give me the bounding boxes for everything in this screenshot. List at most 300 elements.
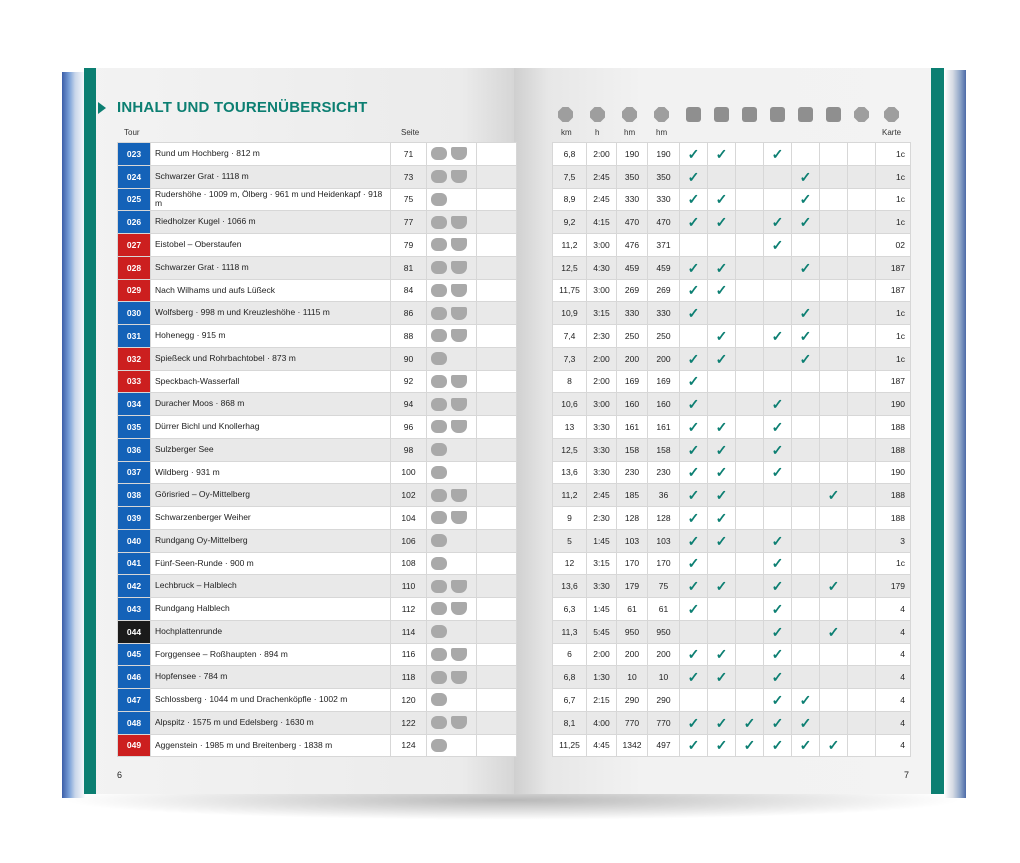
tour-page: 114 [391, 620, 427, 643]
difficulty-icon [431, 671, 447, 684]
difficulty-icon [431, 147, 447, 160]
tour-descent: 459 [648, 256, 680, 279]
tour-ascent: 330 [617, 302, 648, 325]
feature-cell [792, 575, 820, 598]
feature-cell [708, 734, 736, 757]
feature-cell [820, 666, 848, 689]
feature-cell [792, 188, 820, 211]
feature-cell [708, 188, 736, 211]
feature-cell [792, 529, 820, 552]
empty-cell [848, 370, 876, 393]
tour-row [118, 666, 911, 689]
feature-cell [792, 552, 820, 575]
empty-cell [848, 643, 876, 666]
tour-descent: 250 [648, 325, 680, 348]
empty-cell [848, 461, 876, 484]
check-icon: ✓ [771, 418, 784, 435]
header-seite: Seite [401, 128, 420, 137]
tour-row [118, 461, 911, 484]
tour-hours: 4:00 [587, 711, 617, 734]
tour-hours: 3:00 [587, 393, 617, 416]
check-icon: ✓ [743, 714, 756, 731]
feature-cell [764, 711, 792, 734]
feature-cell [792, 461, 820, 484]
feature-cell [764, 256, 792, 279]
tour-map: 179 [876, 575, 911, 598]
feature-cell [792, 484, 820, 507]
feature-cell [680, 393, 708, 416]
check-icon: ✓ [799, 714, 812, 731]
difficulty-icon [431, 238, 447, 251]
feature-cell [708, 575, 736, 598]
feature-cell [680, 529, 708, 552]
empty-cell [477, 620, 517, 643]
empty-cell [477, 507, 517, 530]
duration-icon [590, 107, 605, 122]
empty-cell [477, 234, 517, 257]
difficulty-icon [431, 216, 447, 229]
check-icon: ✓ [687, 168, 700, 185]
tour-number: 048 [118, 711, 151, 734]
tour-name: Schwarzer Grat · 1118 m [151, 256, 391, 279]
gutter-cell [517, 461, 553, 484]
tour-km: 6,8 [553, 143, 587, 166]
tour-number: 038 [118, 484, 151, 507]
feature-cell [792, 734, 820, 757]
tour-row [118, 188, 911, 211]
check-icon: ✓ [715, 578, 728, 595]
feature-cell [792, 370, 820, 393]
tour-number: 043 [118, 598, 151, 621]
tour-ascent: 169 [617, 370, 648, 393]
tour-descent: 330 [648, 188, 680, 211]
feature-cell [736, 393, 764, 416]
difficulty-icon [451, 147, 467, 160]
tour-descent: 200 [648, 347, 680, 370]
tour-map: 187 [876, 279, 911, 302]
tour-km: 7,4 [553, 325, 587, 348]
tour-ascent: 330 [617, 188, 648, 211]
check-icon: ✓ [715, 487, 728, 504]
title-arrow-icon [98, 102, 106, 114]
feature-cell [708, 529, 736, 552]
tour-descent: 103 [648, 529, 680, 552]
empty-cell [848, 438, 876, 461]
tour-page: 104 [391, 507, 427, 530]
gutter-cell [517, 711, 553, 734]
difficulty-icon [431, 625, 447, 638]
feature-cell [764, 689, 792, 712]
check-icon: ✓ [687, 145, 700, 162]
feature-cell [820, 575, 848, 598]
tour-hours: 2:00 [587, 347, 617, 370]
tour-hours: 3:30 [587, 438, 617, 461]
tour-row [118, 165, 911, 188]
tour-map: 1c [876, 347, 911, 370]
tour-name: Schlossberg · 1044 m und Drachenköpfle · 1002 m [151, 689, 391, 712]
empty-cell [477, 529, 517, 552]
difficulty-icon [451, 238, 467, 251]
empty-cell [477, 256, 517, 279]
difficulty-cell [427, 279, 477, 302]
tour-page: 92 [391, 370, 427, 393]
feature-cell [820, 598, 848, 621]
tour-number: 036 [118, 438, 151, 461]
feature-cell [736, 279, 764, 302]
tour-descent: 170 [648, 552, 680, 575]
feature-cell [764, 552, 792, 575]
tour-number: 025 [118, 188, 151, 211]
feature-cell [680, 438, 708, 461]
difficulty-icon [431, 557, 447, 570]
empty-cell [477, 461, 517, 484]
feature-cell [680, 256, 708, 279]
feature-cell [708, 666, 736, 689]
gutter-cell [517, 620, 553, 643]
feature-cell [820, 279, 848, 302]
tour-page: 77 [391, 211, 427, 234]
tour-hours: 2:45 [587, 165, 617, 188]
distance-icon [558, 107, 573, 122]
tour-name: Wildberg · 931 m [151, 461, 391, 484]
check-icon: ✓ [715, 214, 728, 231]
empty-cell [477, 279, 517, 302]
tour-name: Rund um Hochberg · 812 m [151, 143, 391, 166]
feature-cell [792, 620, 820, 643]
feature-cell [764, 734, 792, 757]
tour-row [118, 643, 911, 666]
tour-map: 188 [876, 484, 911, 507]
tour-page: 106 [391, 529, 427, 552]
feature-cell [680, 165, 708, 188]
feature-cell [820, 143, 848, 166]
gutter-cell [517, 325, 553, 348]
tour-descent: 128 [648, 507, 680, 530]
tour-name: Sulzberger See [151, 438, 391, 461]
empty-cell [477, 165, 517, 188]
feature-cell [820, 211, 848, 234]
tour-name: Forggensee – Roßhaupten · 894 m [151, 643, 391, 666]
tour-hours: 1:30 [587, 666, 617, 689]
header-hm-1: hm [624, 128, 636, 137]
check-icon: ✓ [715, 282, 728, 299]
tour-row [118, 438, 911, 461]
feature-cell [764, 234, 792, 257]
empty-cell [848, 711, 876, 734]
feature-cell [764, 416, 792, 439]
tour-descent: 230 [648, 461, 680, 484]
gutter-cell [517, 689, 553, 712]
feature-cell [764, 507, 792, 530]
tour-number: 039 [118, 507, 151, 530]
tour-hours: 2:45 [587, 484, 617, 507]
feature-cell [764, 325, 792, 348]
feature-cell [708, 643, 736, 666]
feature-cell [820, 461, 848, 484]
check-icon: ✓ [799, 350, 812, 367]
tour-hours: 2:00 [587, 370, 617, 393]
header-km: km [561, 128, 572, 137]
tour-row [118, 143, 911, 166]
check-icon: ✓ [827, 578, 840, 595]
feature-cell [820, 734, 848, 757]
feature-cell [736, 370, 764, 393]
difficulty-icon [431, 739, 447, 752]
tour-hours: 3:30 [587, 575, 617, 598]
tour-km: 7,5 [553, 165, 587, 188]
difficulty-icon [431, 193, 447, 206]
feature-cell [736, 165, 764, 188]
difficulty-icon [451, 716, 467, 729]
empty-cell [848, 347, 876, 370]
feature-cell [764, 370, 792, 393]
tour-number: 040 [118, 529, 151, 552]
difficulty-icon [451, 284, 467, 297]
tour-map: 1c [876, 143, 911, 166]
tour-name: Riedholzer Kugel · 1066 m [151, 211, 391, 234]
feature-cell [736, 620, 764, 643]
empty-cell [848, 507, 876, 530]
tour-hours: 3:30 [587, 416, 617, 439]
check-icon: ✓ [799, 168, 812, 185]
feature-cell [764, 165, 792, 188]
header-tour: Tour [124, 128, 140, 137]
tour-ascent: 160 [617, 393, 648, 416]
feature-cell [708, 256, 736, 279]
feature-cell [820, 438, 848, 461]
empty-cell [848, 211, 876, 234]
check-icon: ✓ [799, 191, 812, 208]
gutter-cell [517, 643, 553, 666]
tour-row [118, 507, 911, 530]
left-teal-bar [84, 68, 96, 794]
bench-icon [714, 107, 729, 122]
tour-name: Schwarzer Grat · 1118 m [151, 165, 391, 188]
difficulty-cell [427, 188, 477, 211]
tour-hours: 1:45 [587, 598, 617, 621]
gutter-cell [517, 552, 553, 575]
feature-cell [820, 620, 848, 643]
difficulty-icon [431, 284, 447, 297]
empty-cell [477, 689, 517, 712]
check-icon: ✓ [743, 737, 756, 754]
feature-cell [820, 256, 848, 279]
empty-cell [848, 484, 876, 507]
feature-cell [736, 575, 764, 598]
tour-ascent: 179 [617, 575, 648, 598]
tour-name: Spießeck und Rohrbachtobel · 873 m [151, 347, 391, 370]
empty-cell [848, 689, 876, 712]
tour-row [118, 734, 911, 757]
tour-descent: 10 [648, 666, 680, 689]
page-number-right: 7 [904, 770, 910, 780]
feature-cell [708, 302, 736, 325]
check-icon: ✓ [827, 487, 840, 504]
right-teal-bar [931, 68, 944, 794]
check-icon: ✓ [799, 327, 812, 344]
gutter-cell [517, 302, 553, 325]
tour-row [118, 620, 911, 643]
gutter-cell [517, 598, 553, 621]
check-icon: ✓ [771, 578, 784, 595]
difficulty-icon [451, 420, 467, 433]
difficulty-icon [451, 375, 467, 388]
feature-cell [764, 575, 792, 598]
empty-cell [477, 666, 517, 689]
gutter-cell [517, 393, 553, 416]
tour-descent: 61 [648, 598, 680, 621]
feature-cell [708, 165, 736, 188]
difficulty-cell [427, 484, 477, 507]
empty-cell [848, 234, 876, 257]
tour-row [118, 529, 911, 552]
tour-page: 100 [391, 461, 427, 484]
tour-page: 75 [391, 188, 427, 211]
tour-number: 042 [118, 575, 151, 598]
tour-descent: 330 [648, 302, 680, 325]
feature-cell [680, 620, 708, 643]
tour-km: 10,9 [553, 302, 587, 325]
empty-cell [848, 143, 876, 166]
difficulty-cell [427, 211, 477, 234]
check-icon: ✓ [771, 555, 784, 572]
tour-map: 1c [876, 302, 911, 325]
tour-hours: 2:45 [587, 188, 617, 211]
cable-car-icon [826, 107, 841, 122]
feature-cell [764, 529, 792, 552]
difficulty-cell [427, 643, 477, 666]
tour-name: Rundgang Oy-Mittelberg [151, 529, 391, 552]
tour-row [118, 484, 911, 507]
difficulty-cell [427, 416, 477, 439]
tour-row [118, 325, 911, 348]
tour-km: 12,5 [553, 256, 587, 279]
tour-km: 8,1 [553, 711, 587, 734]
difficulty-icon [451, 511, 467, 524]
tour-descent: 36 [648, 484, 680, 507]
feature-cell [820, 552, 848, 575]
tour-name: Hopfensee · 784 m [151, 666, 391, 689]
tour-hours: 2:30 [587, 507, 617, 530]
tour-km: 12 [553, 552, 587, 575]
check-icon: ✓ [715, 327, 728, 344]
feature-cell [820, 347, 848, 370]
empty-cell [848, 529, 876, 552]
check-icon: ✓ [687, 669, 700, 686]
difficulty-cell [427, 143, 477, 166]
difficulty-cell [427, 575, 477, 598]
empty-cell [848, 620, 876, 643]
difficulty-cell [427, 507, 477, 530]
feature-cell [820, 484, 848, 507]
tour-name: Nach Wilhams und aufs Lüßeck [151, 279, 391, 302]
tour-name: Rundgang Halblech [151, 598, 391, 621]
tour-ascent: 770 [617, 711, 648, 734]
tour-ascent: 230 [617, 461, 648, 484]
check-icon: ✓ [715, 191, 728, 208]
feature-cell [820, 188, 848, 211]
tour-ascent: 61 [617, 598, 648, 621]
feature-cell [820, 234, 848, 257]
difficulty-icon [451, 261, 467, 274]
tour-ascent: 459 [617, 256, 648, 279]
tour-descent: 158 [648, 438, 680, 461]
tour-page: 118 [391, 666, 427, 689]
feature-cell [820, 302, 848, 325]
tour-name: Dürrer Bichl und Knollerhag [151, 416, 391, 439]
check-icon: ✓ [715, 646, 728, 663]
check-icon: ✓ [687, 305, 700, 322]
check-icon: ✓ [687, 487, 700, 504]
tour-km: 9,2 [553, 211, 587, 234]
tour-ascent: 250 [617, 325, 648, 348]
empty-cell [477, 598, 517, 621]
difficulty-icon [451, 602, 467, 615]
empty-cell [477, 143, 517, 166]
feature-cell [764, 461, 792, 484]
tour-page: 110 [391, 575, 427, 598]
tour-km: 9 [553, 507, 587, 530]
tour-page: 98 [391, 438, 427, 461]
difficulty-cell [427, 552, 477, 575]
empty-cell [848, 666, 876, 689]
check-icon: ✓ [687, 600, 700, 617]
empty-cell [848, 256, 876, 279]
tour-map: 190 [876, 461, 911, 484]
tour-km: 7,3 [553, 347, 587, 370]
tour-number: 033 [118, 370, 151, 393]
check-icon: ✓ [687, 646, 700, 663]
difficulty-icon [431, 420, 447, 433]
feature-cell [792, 325, 820, 348]
tour-km: 6 [553, 643, 587, 666]
tour-hours: 3:15 [587, 302, 617, 325]
tour-row [118, 689, 911, 712]
tour-descent: 75 [648, 575, 680, 598]
gutter-cell [517, 416, 553, 439]
check-icon: ✓ [687, 214, 700, 231]
feature-cell [708, 484, 736, 507]
tour-map: 02 [876, 234, 911, 257]
difficulty-icon [431, 398, 447, 411]
feature-cell [792, 689, 820, 712]
tour-name: Aggenstein · 1985 m und Breitenberg · 1838 m [151, 734, 391, 757]
feature-cell [736, 302, 764, 325]
check-icon: ✓ [715, 259, 728, 276]
tour-hours: 3:00 [587, 279, 617, 302]
feature-cell [764, 598, 792, 621]
check-icon: ✓ [715, 441, 728, 458]
check-icon: ✓ [799, 214, 812, 231]
feature-cell [680, 689, 708, 712]
feature-cell [736, 734, 764, 757]
feature-cell [736, 689, 764, 712]
tour-descent: 160 [648, 393, 680, 416]
check-icon: ✓ [827, 737, 840, 754]
difficulty-icon [431, 170, 447, 183]
feature-cell [764, 643, 792, 666]
tour-name: Fünf-Seen-Runde · 900 m [151, 552, 391, 575]
check-icon: ✓ [687, 737, 700, 754]
feature-cell [680, 188, 708, 211]
difficulty-icon [451, 170, 467, 183]
descent-icon [654, 107, 669, 122]
gutter-cell [517, 279, 553, 302]
check-icon: ✓ [771, 646, 784, 663]
feature-cell [792, 598, 820, 621]
difficulty-icon [451, 307, 467, 320]
feature-cell [680, 143, 708, 166]
